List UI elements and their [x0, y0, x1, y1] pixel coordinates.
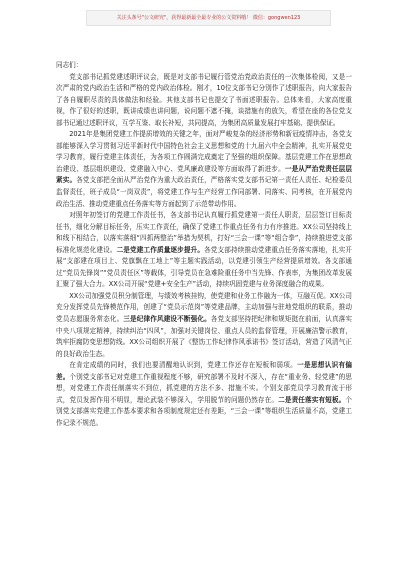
paragraph-3-text: 对照年初签订的党建工作责任书，各支部书记认真履行抓党建第一责任人职责，层层签订目标责任书，细化分解目标任务，压实工作责任，确保了党建工作重点任务有力有序推进。XX公司坚持线上和线下相结合，以落实落细“四抓两整治”举措为契机，打好“三会一课”等“组合拳”，持续推进党支部标准化规范化建设。: [56, 211, 352, 254]
paragraph-4: [56, 291, 352, 360]
paragraph-4-text: XX公司加强党员积分制管理，与绩效考核挂钩，使党建和业务工作融为一体，互融互促。XX公司充分发挥党员先锋模范作用，创建了“党员示范岗”等党建品牌，主动加强与驻地党组织的联系，推动党员志愿服务常态化。: [56, 291, 352, 324]
paragraph-5-tail: 个别党支部书记对党建工作重视程度不够，研究部署不及时不深入，存在“重业务、轻党建”的思想，对党建工作责任制落实不到位，抓党建的方法不多、措施不实。个别支部党员学习教育流于形式，党员发挥作用不明显，理论武装不够深入，学用脱节的问题仍然存在。: [56, 372, 352, 404]
watermark-banner: 关注头条号"公文研究"，获得最新最全最专业的公文资料哦！ 微信：gongwen123: [86, 10, 331, 26]
paragraph-1: [56, 72, 352, 130]
paragraph-3-lead: 二是党建工作质量逐步提升。: [116, 245, 205, 254]
paragraph-5-extra-tail: 个别党支部落实党建工作基本要求和各项制度规定还有差距，“三会一课”等组织生活质量不高，党建工作记录不规范。: [56, 395, 353, 427]
paragraph-2-tail: 各党支部把全面从严治党作为重大政治责任，严格落实党支部书记第一责任人责任、纪检委员监督责任，班子成员“一岗双责”，将党建工作与生产经营工作同部署、同落实、同考核，在开展党内政治生活、推动党建重点任务落实等方面起到了示范带动作用。: [56, 176, 353, 208]
salutation: 同志们：: [56, 61, 83, 69]
document-page: [56, 60, 352, 430]
paragraph-3-tail: 各党支部持续推动党建重点任务落实落地，扎实开展“支部建在项目上、党旗飘在工地上”等主题实践活动，以党建引领生产经营提质增效。各支部通过“党员先锋岗”“党员责任区”等载体，引导党员在急难险重任务中当先锋、作表率，为集团改革发展汇聚了强大合力。XX公司开展“党建+安全生产”活动，持续巩固党建与业务深度融合的成果。: [56, 245, 353, 289]
paragraph-4-lead: 三是纪律作风建设不断强化。: [123, 315, 211, 324]
paragraph-5-text: 在肯定成绩的同时，我们也要清醒地认识到，党建工作还存在短板和弱项。: [69, 361, 298, 370]
paragraph-4-tail: 各党支部坚持把纪律和规矩挺在前面，认真落实中央八项规定精神，持续纠治“四风”，加强对关键岗位、重点人员的监督管理，开展廉洁警示教育，筑牢拒腐防变思想防线。XX公司组织开展了《整饬工作纪律作风承诺书》签订活动，营造了风清气正的良好政治生态。: [56, 315, 353, 358]
paragraph-2-lead: 一是从严治党责任层层紧实。: [56, 164, 353, 185]
paragraph-5-lead: 一是思想认识有偏差。: [56, 361, 353, 381]
paragraph-5: [56, 360, 352, 429]
paragraph-2: [56, 129, 352, 210]
paragraph-1-text: 党支部书记抓党建述职评议会，既是对支部书记履行管党治党政治责任的一次集体检阅，又是一次严肃的党内政治生活和严格的党内政治体检。刚才，10位支部书记分别作了述职报告，向大家报告了各自履职尽责的具体做法和经验。其他支部书记也提交了书面述职报告。总体来看，大家高度重视，作了很好的述职，既讲成绩也讲问题，说问题不遮不掩，谈措施有的放矢，希望在座的各位党支部书记通过述职评议，互学互鉴、取长补短，共同提高，为集团高质量发展打牢基础、提供保证。: [56, 72, 352, 127]
paragraph-2-text: 2021年是集团党建工作提质增效的关键之年，面对严峻复杂的经济形势和新冠疫情冲击，各党支部能够深入学习贯彻习近平新时代中国特色社会主义思想和党的十九届六中全会精神，扎实开展党史学习教育，履行党建主体责任，为各项工作圆满完成奠定了坚强的组织保障。基层党建工作在思想政治建设、基层组织建设、党建融入中心、党风廉政建设等方面取得了新进步。: [56, 130, 352, 173]
paragraph-3: [56, 210, 352, 291]
paragraph-5-extra-lead: 二是责任落实有短板。: [278, 395, 346, 404]
